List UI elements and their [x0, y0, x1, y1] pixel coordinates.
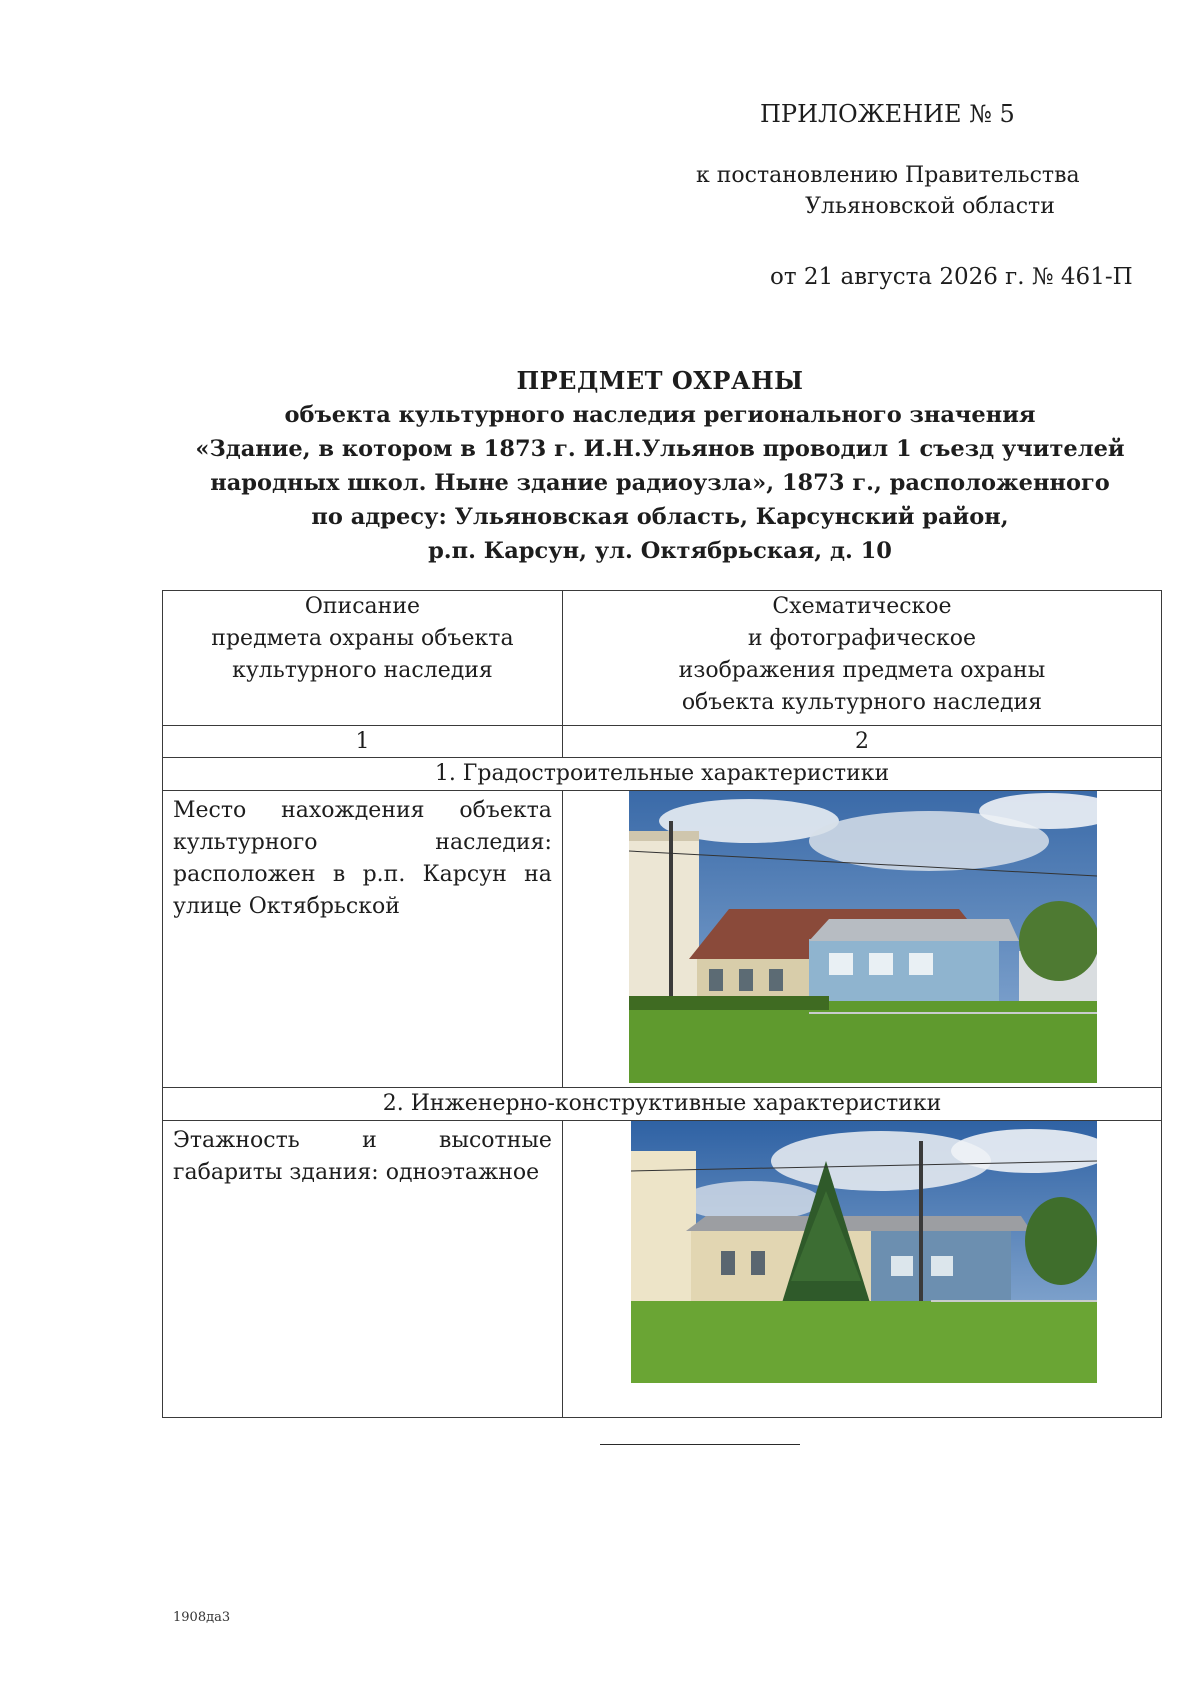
column-number-row: [163, 726, 1162, 758]
section-title: 2. Инженерно-конструктивные характеристики: [163, 1088, 1162, 1121]
document-title: [160, 364, 1160, 568]
building-tree-photo: [631, 1121, 1097, 1383]
section-heading-row: [163, 758, 1162, 791]
table-row: [163, 1121, 1162, 1418]
reference-line: к постановлению Правительства: [696, 163, 1080, 188]
title-line: по адресу: Ульяновская область, Карсунский район,: [311, 504, 1009, 530]
header-images: Схематическое и фотографическое изображения предмета охраны объекта культурного наследия: [562, 591, 1161, 726]
title-line: «Здание, в котором в 1873 г. И.Н.Ульянов проводил 1 съезд учителей: [195, 436, 1125, 462]
decree-date-number: от 21 августа 2026 г. № 461-П: [770, 264, 1133, 290]
title-line: народных школ. Ныне здание радиоузла», 1873 г., расположенного: [210, 470, 1110, 496]
building-street-photo: [629, 791, 1097, 1083]
appendix-number: ПРИЛОЖЕНИЕ № 5: [760, 100, 1015, 128]
document-code: 1908да3: [173, 1610, 231, 1625]
title-line: объекта культурного наследия регионального значения: [284, 402, 1036, 428]
protection-subject-table: [162, 590, 1162, 1418]
section-title: 1. Градостроительные характеристики: [163, 758, 1162, 791]
end-rule: [600, 1444, 800, 1445]
section-heading-row: [163, 1088, 1162, 1121]
table-header-row: [163, 591, 1162, 726]
reference-line: Ульяновской области: [805, 194, 1055, 219]
section-description: Этажность и высотные габариты здания: одноэтажное: [163, 1121, 563, 1418]
photo-cell: [562, 791, 1161, 1088]
table-row: [163, 791, 1162, 1088]
title-line: р.п. Карсун, ул. Октябрьская, д. 10: [428, 538, 892, 564]
resolution-reference: [690, 160, 1170, 222]
photo-cell: [562, 1121, 1161, 1418]
column-number: 1: [163, 726, 563, 758]
section-description: Место нахождения объекта культурного наследия: расположен в р.п. Карсун на улице Октябрьской: [163, 791, 563, 1088]
title-main: ПРЕДМЕТ ОХРАНЫ: [516, 366, 804, 395]
header-description: Описание предмета охраны объекта культурного наследия: [163, 591, 563, 726]
column-number: 2: [562, 726, 1161, 758]
